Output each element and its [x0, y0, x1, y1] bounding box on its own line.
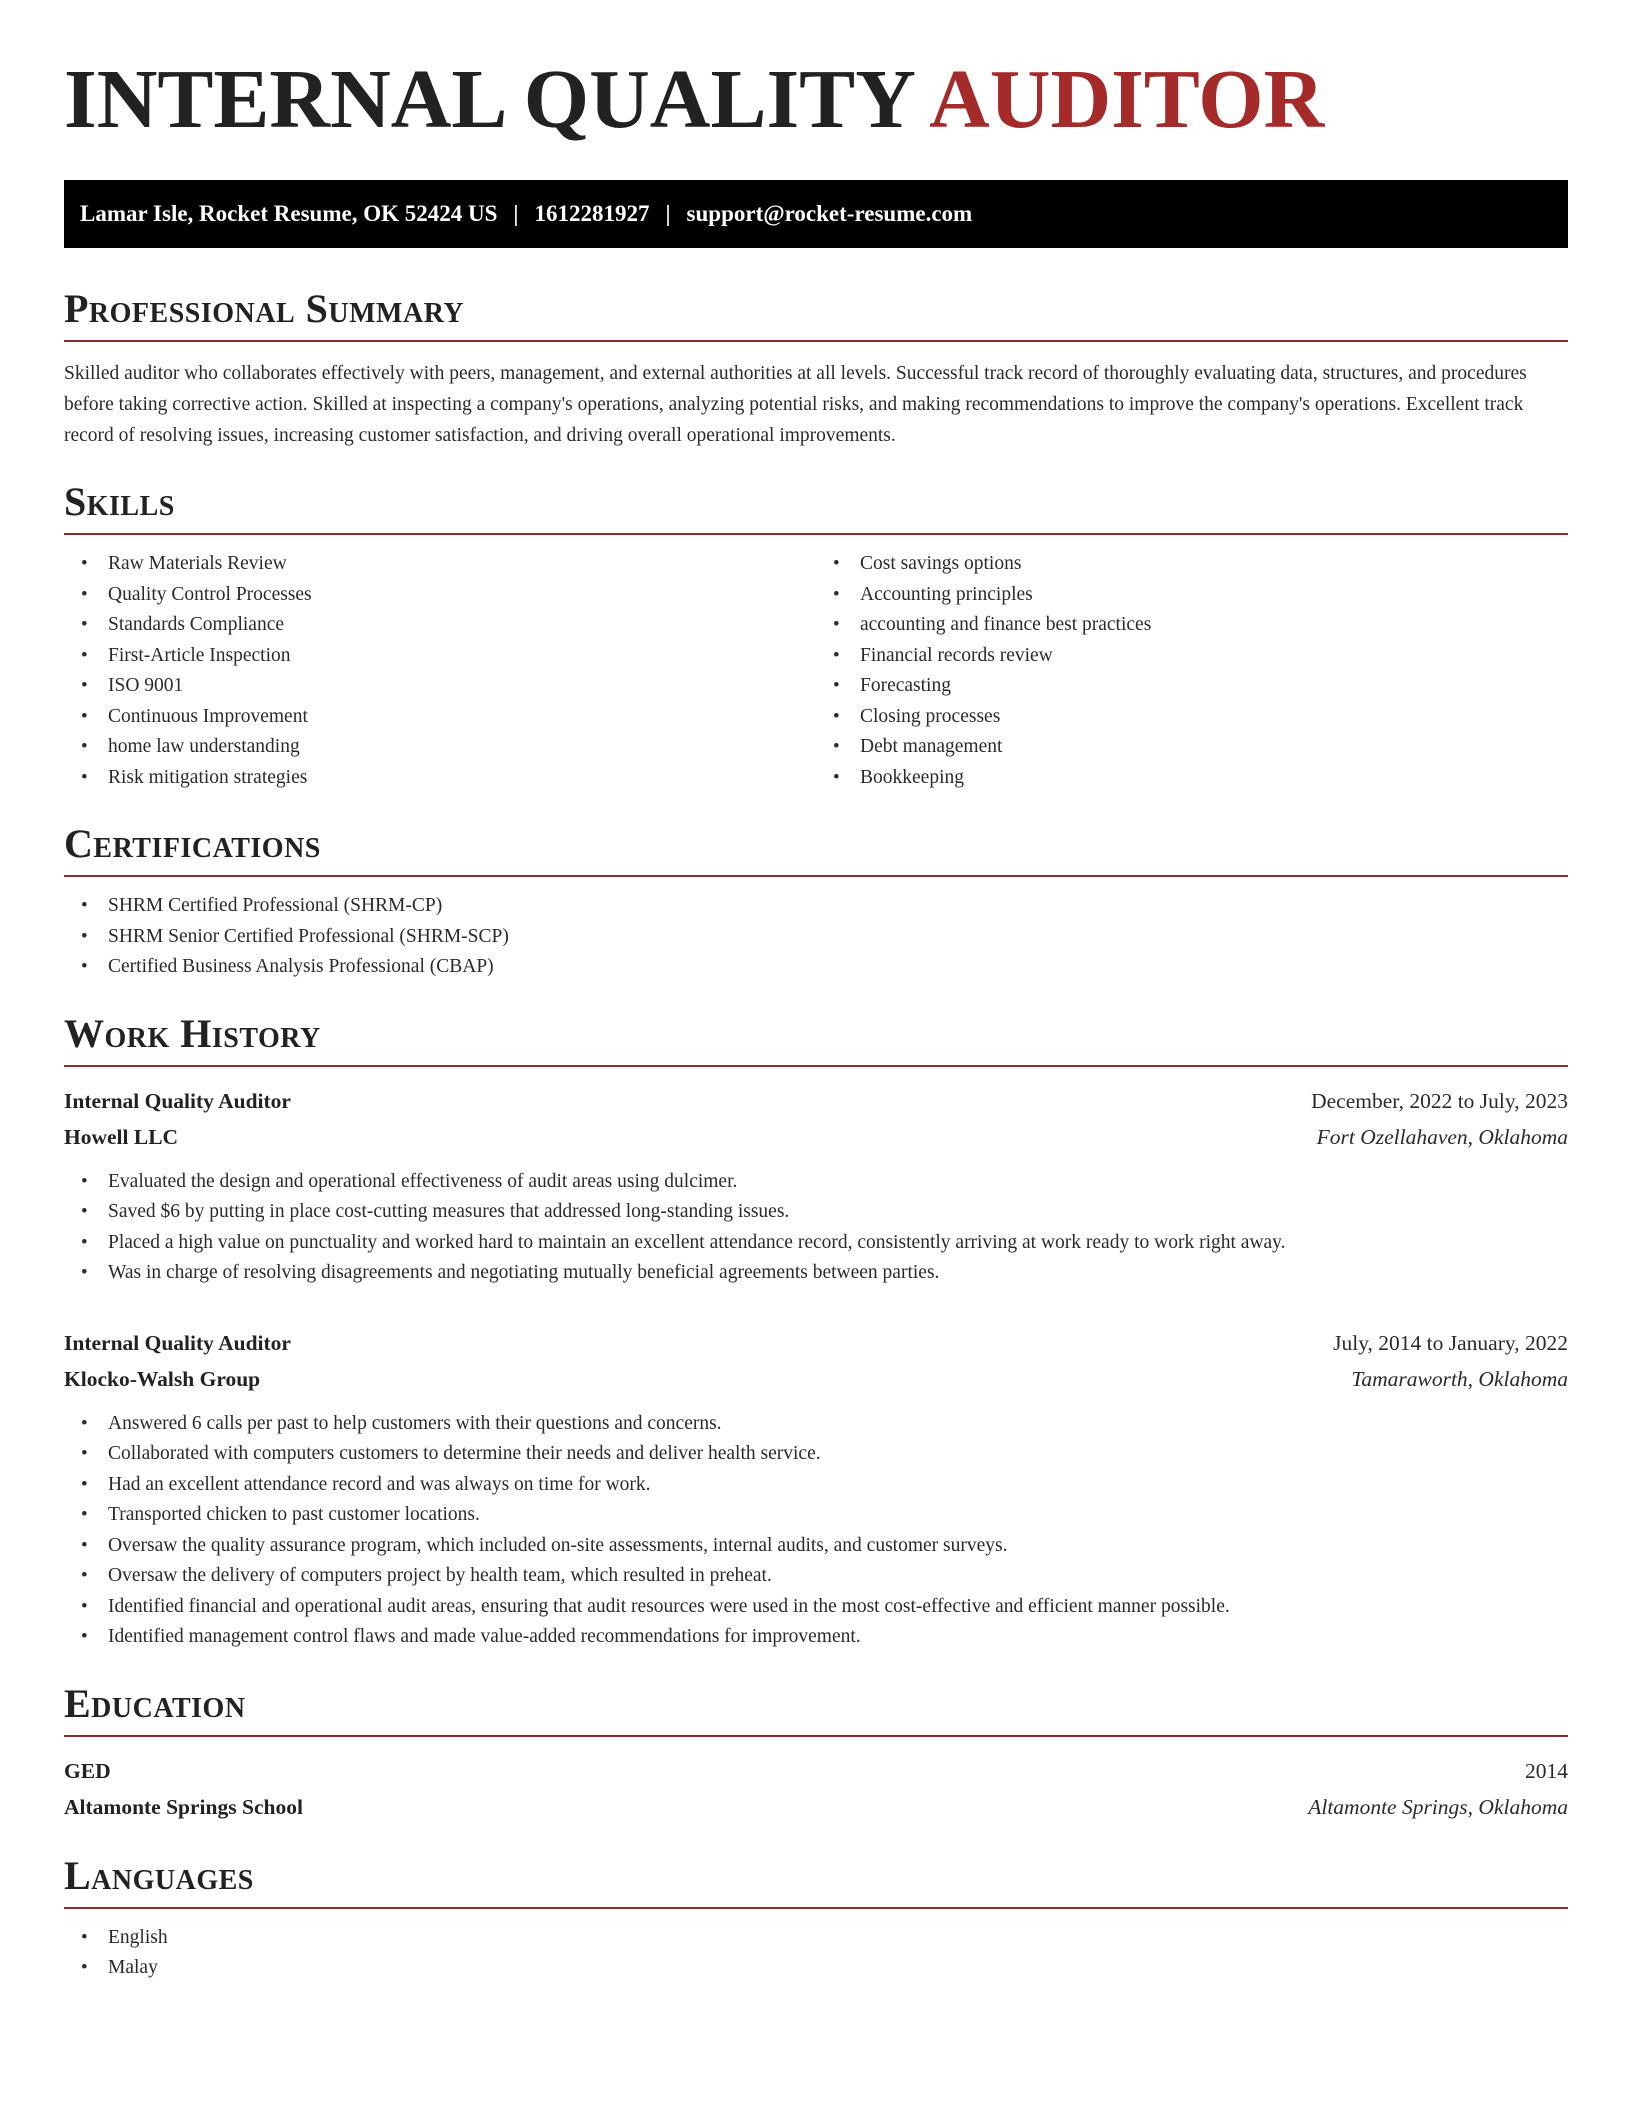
job-entry — [64, 1325, 1568, 1653]
summary-text: Skilled auditor who collaborates effectively with peers, management, and external authorities at all levels. Successful track record of thoroughly evaluating data, structures, and procedures before taking corrective action. Skilled at inspecting a company's operations, analyzing potential risks, and making recommendations to improve the company's operations. Excellent track record of resolving issues, increasing customer satisfaction, and driving overall operational improvements. — [64, 363, 1527, 446]
skills-section — [64, 481, 1568, 793]
job-bullet: • Identified financial and operational audit areas, ensuring that audit resources were used in the most cost-effective and efficient manner possible. — [64, 1592, 1568, 1623]
job-company-row — [64, 1119, 1568, 1155]
skill-item: • First-Article Inspection — [64, 641, 816, 672]
job-bullets — [64, 1167, 1568, 1289]
title-accent: AUDITOR — [929, 53, 1325, 146]
job-bullet: • Was in charge of resolving disagreements and negotiating mutually beneficial agreements between parties. — [64, 1258, 1568, 1289]
certifications-section — [64, 823, 1568, 983]
job-dates: July, 2014 to January, 2022 — [1333, 1330, 1568, 1355]
skill-item: • Debt management — [816, 732, 1568, 763]
education-section — [64, 1680, 1568, 1825]
skill-item: • Raw Materials Review — [64, 549, 816, 580]
certifications-heading: Certifications — [64, 823, 1568, 877]
skill-item: • accounting and finance best practices — [816, 610, 1568, 641]
skill-item: • Forecasting — [816, 671, 1568, 702]
certification-item: • SHRM Certified Professional (SHRM-CP) — [64, 891, 1568, 922]
education-degree: GED — [64, 1758, 111, 1783]
language-item: • English — [64, 1923, 1568, 1954]
job-bullet: • Placed a high value on punctuality and worked hard to maintain an excellent attendance record, consistently arriving at work ready to work right away. — [64, 1228, 1568, 1259]
skill-item: • Risk mitigation strategies — [64, 763, 816, 794]
resume-title — [64, 53, 1568, 146]
job-bullet: • Collaborated with computers customers to determine their needs and deliver health service. — [64, 1439, 1568, 1470]
contact-separator: | — [665, 201, 671, 226]
languages-list — [64, 1923, 1568, 1984]
job-company: Klocko-Walsh Group — [64, 1366, 261, 1391]
education-school: Altamonte Springs School — [64, 1794, 303, 1819]
education-school-row — [64, 1789, 1568, 1825]
contact-email: support@rocket-resume.com — [686, 201, 973, 226]
job-location: Tamaraworth, Oklahoma — [1351, 1366, 1568, 1391]
job-title: Internal Quality Auditor — [64, 1330, 291, 1355]
job-bullet: • Identified management control flaws and made value-added recommendations for improvement. — [64, 1622, 1568, 1653]
job-company-row — [64, 1361, 1568, 1397]
job-bullet: • Oversaw the delivery of computers project by health team, which resulted in preheat. — [64, 1561, 1568, 1592]
job-bullet: • Evaluated the design and operational effectiveness of audit areas using dulcimer. — [64, 1167, 1568, 1198]
skill-item: • Accounting principles — [816, 580, 1568, 611]
job-header-row — [64, 1083, 1568, 1119]
job-bullets — [64, 1409, 1568, 1653]
skill-item: • Standards Compliance — [64, 610, 816, 641]
skill-item: • ISO 9001 — [64, 671, 816, 702]
summary-heading: Professional Summary — [64, 288, 1568, 342]
skill-item: • Cost savings options — [816, 549, 1568, 580]
certification-item: • SHRM Senior Certified Professional (SHRM-SCP) — [64, 922, 1568, 953]
contact-separator: | — [513, 201, 519, 226]
job-bullet: • Answered 6 calls per past to help customers with their questions and concerns. — [64, 1409, 1568, 1440]
job-title: Internal Quality Auditor — [64, 1088, 291, 1113]
job-header-row — [64, 1325, 1568, 1361]
job-bullet: • Oversaw the quality assurance program, which included on-site assessments, internal audits, and customer surveys. — [64, 1531, 1568, 1562]
job-bullet: • Had an excellent attendance record and was always on time for work. — [64, 1470, 1568, 1501]
job-bullet: • Saved $6 by putting in place cost-cutting measures that addressed long-standing issues. — [64, 1197, 1568, 1228]
skill-item: • Closing processes — [816, 702, 1568, 733]
skill-item: • Financial records review — [816, 641, 1568, 672]
work-history-section — [64, 1010, 1568, 1653]
title-main: INTERNAL QUALITY — [64, 53, 913, 146]
education-location: Altamonte Springs, Oklahoma — [1308, 1794, 1568, 1819]
education-heading: Education — [64, 1683, 1568, 1737]
job-location: Fort Ozellahaven, Oklahoma — [1316, 1124, 1568, 1149]
job-entry — [64, 1083, 1568, 1289]
job-dates: December, 2022 to July, 2023 — [1311, 1088, 1568, 1113]
skills-heading: Skills — [64, 481, 1568, 535]
certifications-list — [64, 891, 1568, 983]
skill-item: • Bookkeeping — [816, 763, 1568, 794]
job-company: Howell LLC — [64, 1124, 179, 1149]
education-header-row — [64, 1753, 1568, 1789]
education-entry — [64, 1753, 1568, 1825]
job-bullet: • Transported chicken to past customer locations. — [64, 1500, 1568, 1531]
certification-item: • Certified Business Analysis Professional (CBAP) — [64, 952, 1568, 983]
summary-section — [64, 288, 1568, 451]
work-history-heading: Work History — [64, 1013, 1568, 1067]
education-year: 2014 — [1525, 1758, 1568, 1783]
skills-list-left — [64, 549, 816, 793]
contact-bar — [64, 180, 1568, 248]
skill-item: • Continuous Improvement — [64, 702, 816, 733]
contact-phone: 1612281927 — [534, 201, 650, 226]
skill-item: • home law understanding — [64, 732, 816, 763]
language-item: • Malay — [64, 1953, 1568, 1984]
languages-section — [64, 1852, 1568, 1984]
skill-item: • Quality Control Processes — [64, 580, 816, 611]
skills-columns — [64, 535, 1568, 793]
contact-address: Lamar Isle, Rocket Resume, OK 52424 US — [80, 201, 498, 226]
languages-heading: Languages — [64, 1855, 1568, 1909]
skills-list-right — [816, 549, 1568, 793]
